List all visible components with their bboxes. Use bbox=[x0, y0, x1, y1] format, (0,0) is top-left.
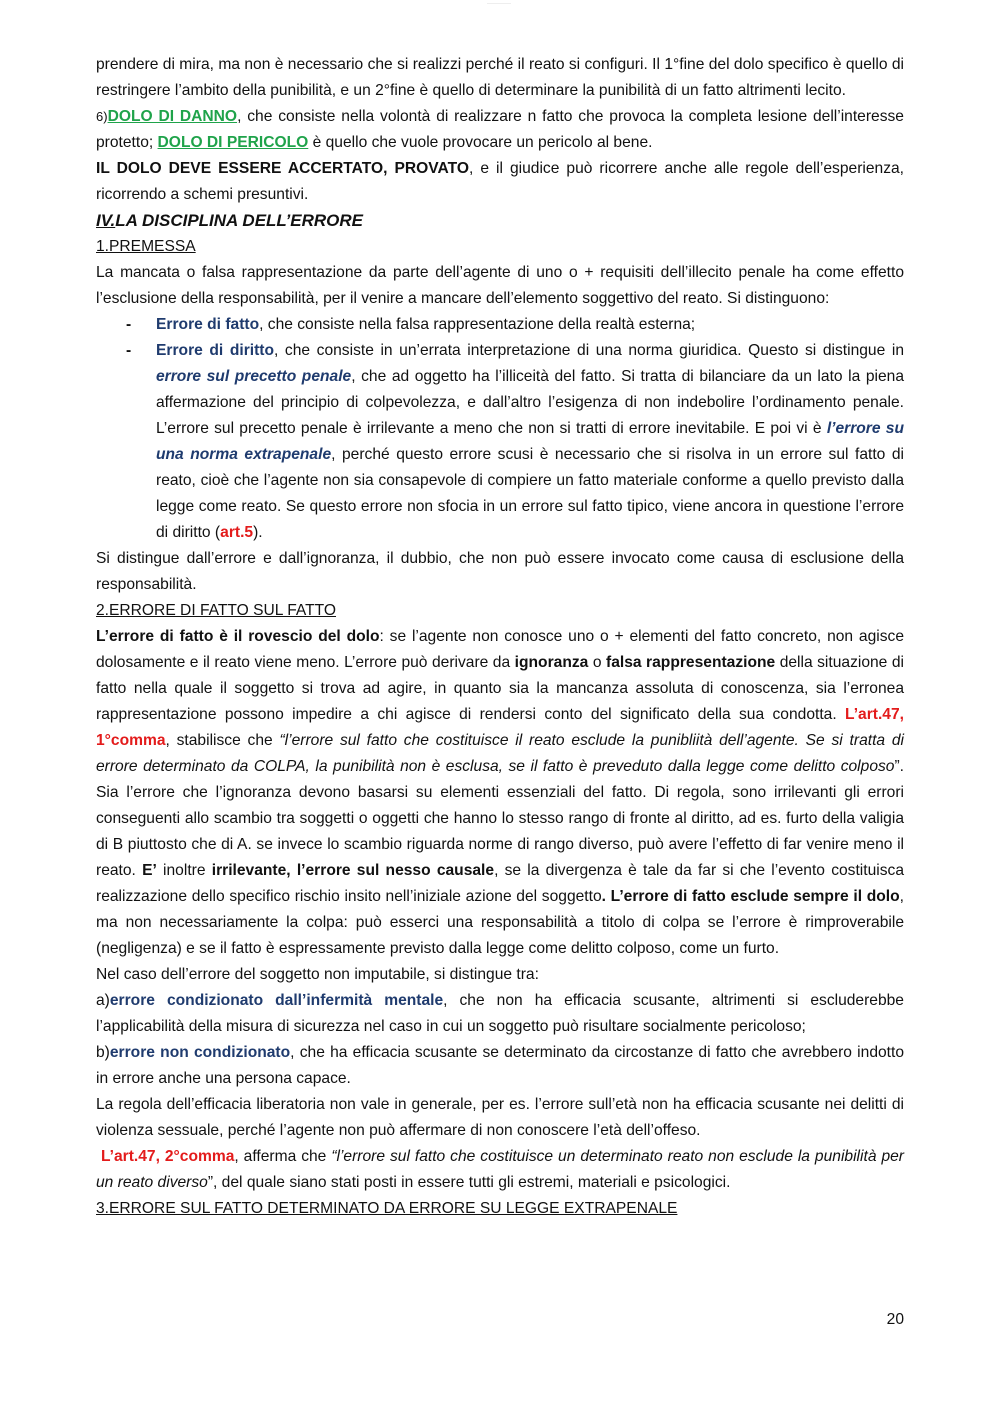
text-segment: , afferma che bbox=[234, 1148, 332, 1165]
document-page bbox=[96, 52, 904, 1222]
paragraph-errore-non-condizionato bbox=[96, 1040, 904, 1092]
paragraph-errore-condizionato bbox=[96, 988, 904, 1040]
bold-term: E’ bbox=[142, 862, 157, 879]
section-number: IV. bbox=[96, 211, 116, 230]
section-title: LA DISCIPLINA DELL’ERRORE bbox=[115, 211, 363, 230]
subheading-legge-extrapenale: 3.ERRORE SUL FATTO DETERMINATO DA ERRORE SU LEGGE EXTRAPENALE bbox=[96, 1200, 678, 1217]
article-reference: art.5 bbox=[220, 524, 254, 541]
bold-term: irrilevante, l’errore sul nesso causale bbox=[211, 862, 495, 879]
bullet-dash: - bbox=[126, 316, 132, 333]
text-segment: ”. Sia l’errore che l’ignoranza devono basarsi su elementi essenziali del fatto. Di regola, sono irrilevanti gli errori conseguenti allo scambio tra soggetti o oggetti che hanno lo stesso rango di fronte al diritto, ad es. furto della valigia di B piuttosto che di A. se invece lo scambio riguarda norme di rango diverso, può avere l’effetto di far venire meno il reato. bbox=[96, 758, 904, 879]
text-segment: , stabilisce che bbox=[165, 732, 280, 749]
paragraph-dolo-specifico: prendere di mira, ma non è necessario che si realizzi perché il reato si configuri. Il 1°fine del dolo specifico è quello di restringere l’ambito della punibilità, e un 2°fine è quello di determinare la punibilità di un fatto altrimenti lecito. bbox=[96, 56, 904, 99]
text-segment: , che non ha efficacia scusante, altrimenti si escluderebbe l’applicabilità della misura di sicurezza nel caso in cui un soggetto può risultare socialmente pericoloso; bbox=[96, 992, 904, 1035]
term-dolo-di-pericolo: DOLO DI PERICOLO bbox=[157, 134, 309, 151]
list-item bbox=[96, 312, 904, 338]
paragraph-non-imputabile: Nel caso dell’errore del soggetto non imputabile, si distingue tra: bbox=[96, 966, 539, 983]
term-errore-condizionato: errore condizionato dall’infermità mentale bbox=[109, 992, 444, 1009]
subheading-premessa: 1.PREMESSA bbox=[96, 238, 196, 255]
quoted-law: “l’errore sul fatto che costituisce il reato esclude la punibliità dell’agente. Se si tratta di errore determinato da COLPA, la punibilità non è esclusa, se il fatto è preveduto dalla legge come delitto colposo bbox=[96, 732, 904, 775]
text-segment: o bbox=[588, 654, 607, 671]
bold-term: falsa rappresentazione bbox=[606, 654, 776, 671]
section-heading bbox=[96, 208, 904, 234]
bullet-dash: - bbox=[126, 342, 132, 359]
term-errore-norma-extrapenale: l’errore su una norma extrapenale bbox=[156, 420, 904, 463]
term-errore-non-condizionato: errore non condizionato bbox=[109, 1044, 291, 1061]
subheading-errore-fatto: 2.ERRORE DI FATTO SUL FATTO bbox=[96, 602, 337, 619]
bold-statement: IL DOLO DEVE ESSERE ACCERTATO, PROVATO bbox=[96, 160, 469, 177]
text-segment: , che consiste in un’errata interpretazione di una norma giuridica. Questo si distingue in bbox=[274, 342, 905, 359]
bold-statement: L’errore di fatto è il rovescio del dolo bbox=[96, 628, 380, 645]
text-segment: inoltre bbox=[156, 862, 212, 879]
paragraph-dolo-accertato bbox=[96, 156, 904, 208]
text-segment: , ma non necessariamente la colpa: può esserci una responsabilità a titolo di colpa se l’errore è rimproverabile (negligenza) e se il fatto è espressamente previsto dalla legge come delitto colposo, come un furto. bbox=[96, 888, 904, 957]
article-reference: L’art.47, 2°comma bbox=[96, 1148, 235, 1165]
term-dolo-di-danno: DOLO DI DANNO bbox=[107, 108, 238, 125]
text-segment: , perché questo errore scusi è necessario che si risolva in un errore sul fatto di reato, cioè che l’agente non sia consapevole di compiere un fatto materiale conforme a quello previsto dalla legge come reato. Se questo errore non sfocia in un errore sul fatto tipico, viene ancora in questione l’errore di diritto ( bbox=[156, 446, 904, 541]
text-segment: è quello che vuole provocare un pericolo al bene. bbox=[308, 134, 653, 151]
paragraph-dolo-danno bbox=[96, 104, 904, 156]
list-item bbox=[96, 338, 904, 546]
paragraph-regola: La regola dell’efficacia liberatoria non vale in generale, per es. l’errore sull’età non ha efficacia scusante nei delitti di violenza sessuale, perché l’agente non può affermare di non conoscere l’età dell’offeso. bbox=[96, 1096, 904, 1139]
text-segment: , che ha efficacia scusante se determinato da circostanze di fatto che avrebbero indotto in errore anche una persona capace. bbox=[96, 1044, 905, 1087]
paragraph-dubbio: Si distingue dall’errore e dall’ignoranza, il dubbio, che non può essere invocato come causa di esclusione della responsabilità. bbox=[96, 550, 904, 593]
page-number: 20 bbox=[886, 1311, 904, 1328]
text-segment: , e il giudice può ricorrere anche alle regole dell’esperienza, ricorrendo a schemi presuntivi. bbox=[96, 160, 904, 203]
quoted-law: “l’errore sul fatto che costituisce un determinato reato non esclude la punibilità per un reato diverso bbox=[96, 1148, 904, 1191]
term-errore-precetto: errore sul precetto penale bbox=[156, 368, 352, 385]
text-segment: , che consiste nella falsa rappresentazione della realtà esterna; bbox=[259, 316, 696, 333]
header-mark: —————— bbox=[487, 0, 511, 5]
list-label: b) bbox=[96, 1044, 110, 1061]
list-label: a) bbox=[96, 992, 110, 1009]
article-reference: L’art.47, 1°comma bbox=[96, 706, 904, 749]
bold-statement: . L’errore di fatto esclude sempre il dolo bbox=[601, 888, 900, 905]
bold-term: ignoranza bbox=[514, 654, 589, 671]
paragraph-art47-2 bbox=[96, 1144, 904, 1196]
term-errore-di-diritto: Errore di diritto bbox=[156, 342, 275, 359]
paragraph-errore-fatto bbox=[96, 624, 904, 962]
text-segment: ”, del quale siano stati posti in essere tutti gli estremi, materiali e psicologici. bbox=[207, 1174, 731, 1191]
text-segment: , che consiste nella volontà di realizzare n fatto che provoca la completa lesione dell’interesse protetto; bbox=[96, 108, 904, 151]
text-segment: , se la divergenza è tale da far si che l’evento costituisca realizzazione dello specifico rischio insito nell’iniziale azione del soggetto bbox=[96, 862, 904, 905]
paragraph-premessa: La mancata o falsa rappresentazione da parte dell’agente di uno o + requisiti dell’illecito penale ha come effetto l’esclusione della responsabilità, per il venire a mancare dell’elemento soggettivo del reato. Si distinguono: bbox=[96, 264, 904, 307]
list-number: 6) bbox=[96, 109, 108, 124]
text-segment: ). bbox=[253, 524, 263, 541]
term-errore-di-fatto: Errore di fatto bbox=[156, 316, 260, 333]
text-segment: : se l’agente non conosce uno o + elementi del fatto concreto, non agisce dolosamente e il reato viene meno. L’errore può derivare da bbox=[96, 628, 904, 671]
text-segment: della situazione di fatto nella quale il soggetto si trova ad agire, in quanto sia la mancanza assoluta di conoscenza, sia l’erronea rappresentazione possono impedire a chi agisce di rendersi conto del significato della sua condotta. bbox=[96, 654, 904, 723]
text-segment: , che ad oggetto ha l’illiceità del fatto. Si tratta di bilanciare da un lato la piena affermazione del principio di colpevolezza, e dall’altro l’esigenza di non indebolire l’ordinamento penale. L’errore sul precetto penale è irrilevante a meno che non si tratti di errore inevitabile. E poi vi è bbox=[156, 368, 904, 437]
